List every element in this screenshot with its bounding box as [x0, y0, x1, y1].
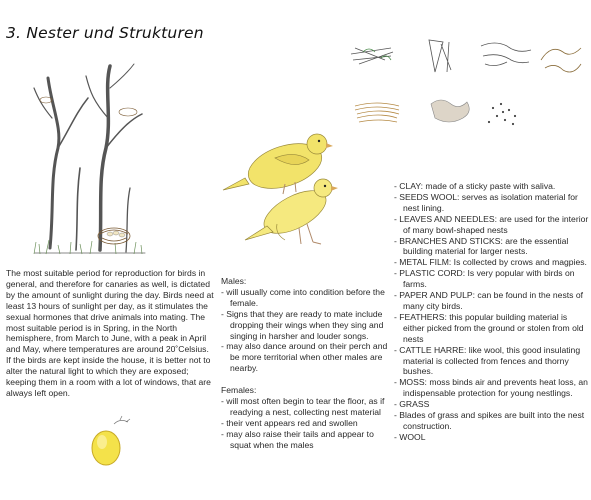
material-item: - PAPER AND PULP: can be found in the nests of many city birds. [394, 290, 584, 311]
females-heading: Females: [221, 385, 257, 396]
females-item: - will most often begin to tear the floor, as if readying a nest, collecting nest material [221, 395, 385, 417]
males-item: - Signs that they are ready to mate include dropping their wings when they sing and singing in harsher and louder songs. [221, 308, 384, 341]
material-item: - FEATHERS: this popular building material is either picked from the ground or stolen from old nests [394, 311, 584, 344]
males-item: - will usually come into condition before the female. [221, 286, 385, 308]
material-item: - GRASS [394, 399, 430, 410]
nest-materials-list [394, 181, 590, 443]
egg-illustration [84, 412, 144, 472]
females-item: - may also raise their tails and appear to squat when the males [221, 428, 374, 450]
material-item: - MOSS: moss binds air and prevents heat loss, an indispensable protection for young nestlings. [394, 377, 588, 399]
mating-signs-column [221, 276, 393, 450]
canary-pair-illustration [215, 128, 355, 253]
material-item: - CLAY: made of a sticky paste with saliva. [394, 181, 556, 191]
material-item: - WOOL [394, 431, 426, 442]
nest-material-sketches [345, 30, 585, 140]
material-item: - BRANCHES AND STICKS: are the essential building material for larger nests. [394, 235, 569, 257]
material-item: - LEAVES AND NEEDLES: are used for the interior of many bowl-shaped nests [394, 213, 589, 235]
spacer [221, 374, 393, 385]
material-item: - Blades of grass and spikes are built into the nest construction. [394, 410, 585, 431]
intro-paragraph: The most suitable period for reproduction for birds in general, and therefore for canaries as well, is dictated by the amount of sunlight during the day. Birds need at least 13 hours of sunlight per day, as it stimulates the sexual hormones that drive animals into mating. The most suitable period is in Spring, in the North hemisphere, from March to June, with a peak in April and May, where temperatures are around 20˚Celsius. If the birds are kept inside the house, it is better not to alter the natural light to which they are exposed; keeping them in a room with a lot of windows, that are always left open. [6, 268, 214, 398]
page-title: 3. Nester und Strukturen [6, 24, 204, 42]
material-item: - CATTLE HARRE: like wool, this good insulating material is collected from fences and thorny bushes. [394, 344, 581, 377]
males-item: - may also dance around on their perch and be more territorial when other males are nearby. [221, 341, 388, 374]
males-heading: Males: [221, 276, 247, 286]
females-item: - their vent appears red and swollen [221, 417, 358, 428]
material-item: - PLASTIC CORD: Is very popular with birds on farms. [394, 268, 575, 290]
tree-nest-illustration [30, 58, 150, 258]
material-item: - METAL FILM: Is collected by crows and magpies. [394, 257, 587, 268]
material-item: - SEEDS WOOL: serves as isolation material for nest lining. [394, 191, 578, 213]
